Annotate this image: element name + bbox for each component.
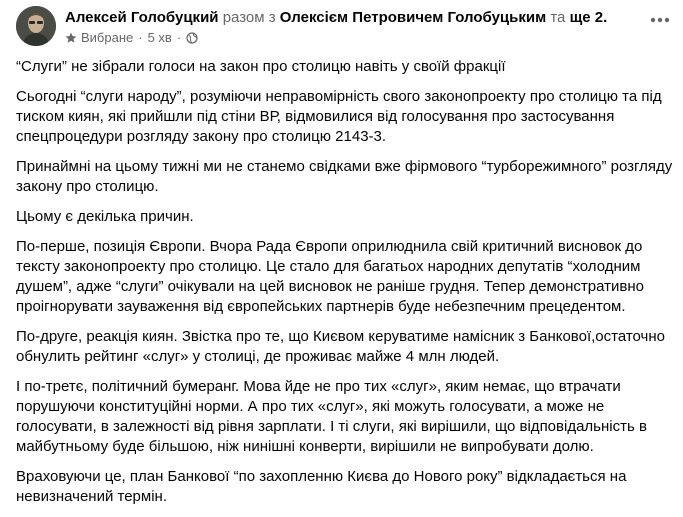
meta-separator: · [138, 30, 143, 45]
more-options-icon [650, 17, 670, 23]
author-avatar[interactable] [16, 6, 56, 46]
post-timestamp[interactable]: 5 хв [147, 30, 172, 45]
others-link[interactable]: ще 2 [569, 9, 604, 26]
with-text: разом з [222, 9, 276, 26]
post-body [16, 57, 676, 517]
post-paragraph: Цьому є декілька причин. [16, 208, 194, 225]
post-paragraph: Принаймні на цьому тижні ми не станемо свідками вже фірмового “турборежимного” розгляду закону про столицю. [16, 158, 673, 195]
star-icon [65, 32, 77, 44]
post-paragraph-title: “Слуги” не зібрали голоси на закон про столицю навіть у своїй фракції [16, 58, 506, 75]
more-options-button[interactable] [646, 10, 674, 30]
post-attribution [65, 8, 607, 28]
and-text: та [550, 9, 566, 26]
tagged-person-link[interactable]: Олексієм Петровичем Голобуцьким [279, 9, 547, 26]
post-paragraph: Враховуючи це, план Банкової “по захопленню Києва до Нового року” відкладається на невизначений термін. [16, 468, 627, 505]
meta-separator-2: · [176, 30, 182, 45]
audience-label[interactable]: Вибране [81, 30, 134, 45]
globe-icon[interactable] [186, 32, 198, 44]
author-name-link[interactable]: Алексей Голобуцкий [65, 9, 219, 26]
post-paragraph: Сьогодні “слуги народу”, розуміючи неправомірність свого законопроекту про столицю та під тиском киян, які прийшли під стіни ВР, відмовилися від голосування про застосування спецпроцедури розгляду закону про столицю 2143-3. [16, 88, 662, 145]
post-header [16, 6, 676, 46]
post-paragraph: По-перше, позиція Європи. Вчора Рада Європи оприлюднила свій критичний висновок до тексту законопроекту про столицю. Це стало для багатьох народних депутатів “холодним душем”, адже “слуги” очікували на цей висновок не раніше грудня. Тепер демонстративно проігнорувати зауваження від європейських партнерів буде небезпечним прецедентом. [16, 238, 644, 315]
post-meta [65, 30, 198, 46]
post-paragraph: По-друге, реакція киян. Звістка про те, що Києвом керуватиме намісник з Банкової,остаточно обнулить рейтинг «слуг» у столиці, де проживає майже 4 млн людей. [16, 328, 665, 365]
post-paragraph: І по-третє, політичний бумеранг. Мова йде не про тих «слуг», яким немає, що втрачати порушуючи конституційні норми. А про тих «слуг», які можуть голосувати, а може не голосувати, в залежності від рівня зарплати. І ті слуги, які вирішили, що відповідальність в майбутньому буде більшою, ніж нинішні конверти, вирішили не випробувати долю. [16, 378, 647, 455]
attribution-period: . [603, 9, 608, 26]
